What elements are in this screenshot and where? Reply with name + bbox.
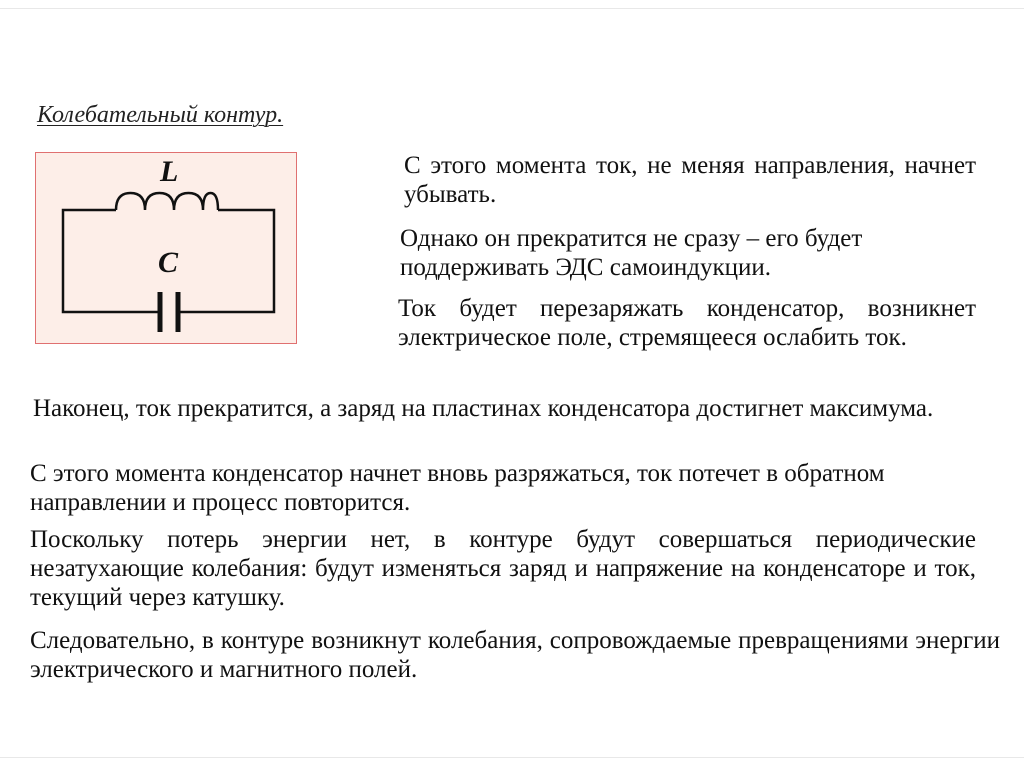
paragraph-current-decreasing: С этого момента ток, не меняя направления, начнет убывать.: [404, 152, 976, 208]
slide-title: Колебательный контур.: [37, 102, 284, 128]
paragraph-energy-conversion: Следовательно, в контуре возникнут колебания, сопровождаемые превращениями энергии электрического и магнитного полей.: [30, 627, 1000, 683]
inductor-label: L: [160, 155, 179, 188]
paragraph-self-induction: Однако он прекратится не сразу – его будет поддерживать ЭДС самоиндукции.: [400, 225, 863, 281]
lc-circuit-diagram: [35, 152, 297, 344]
paragraph-recharging-capacitor: Ток будет перезаряжать конденсатор, возникнет электрическое поле, стремящееся ослабить ток.: [398, 295, 976, 351]
paragraph-max-charge: Наконец, ток прекратится, а заряд на пластинах конденсатора достигнет максимума.: [33, 395, 934, 422]
paragraph-discharge-repeat: С этого момента конденсатор начнет вновь разряжаться, ток потечет в обратном направлении и процесс повторится.: [30, 460, 885, 516]
capacitor-label: C: [158, 246, 179, 279]
bottom-border-line: [0, 757, 1024, 758]
inductor-coil: [116, 193, 218, 210]
circuit-wire-right: [178, 210, 274, 312]
circuit-wire-left: [63, 210, 160, 312]
top-border-line: [0, 8, 1024, 9]
paragraph-undamped-oscillations: Поскольку потерь энергии нет, в контуре будут совершаться периодические незатухающие колебания: будут изменяться заряд и напряжение на конденсаторе и ток, текущий через катушку.: [30, 526, 976, 611]
